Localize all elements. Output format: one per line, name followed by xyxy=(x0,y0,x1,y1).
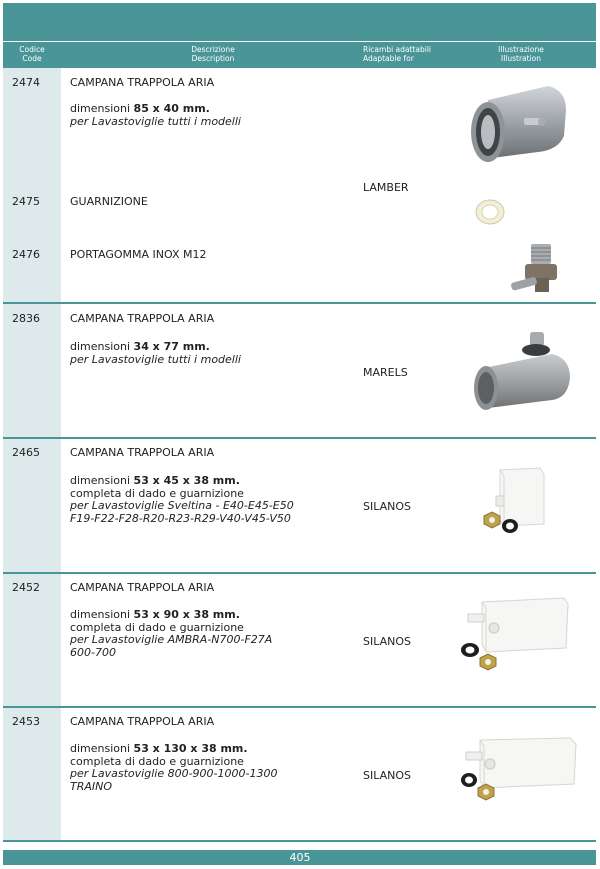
product-description: dimensioni 53 x 90 x 38 mm. completa di dado e guarnizione per Lavastoviglie AMBRA-N700-F27A 600-700 xyxy=(70,608,273,659)
adaptable-brand: LAMBER xyxy=(363,181,409,194)
product-code: 2452 xyxy=(12,581,40,594)
header-adaptable: Ricambi adattabili Adaptable for xyxy=(363,45,431,63)
product-title: PORTAGOMMA INOX M12 xyxy=(70,248,207,261)
adaptable-brand: SILANOS xyxy=(363,769,412,782)
air-trap-elbow-icon xyxy=(470,328,574,416)
adaptable-brand: SILANOS xyxy=(363,635,412,648)
header-code: Codice Code xyxy=(19,45,45,63)
air-trap-bell-grey-icon xyxy=(468,80,572,166)
product-description: dimensioni 53 x 130 x 38 mm. completa di dado e guarnizione per Lavastoviglie 800-900-1000-1300 TRAINO xyxy=(70,742,278,793)
section-divider xyxy=(3,706,596,708)
product-description: dimensioni 53 x 45 x 38 mm. completa di dado e guarnizione per Lavastoviglie Sveltina - E40-E45-E50 F19-F22-F28-R20-R23-R29-V40-V45-V50 xyxy=(70,474,294,525)
product-code: 2476 xyxy=(12,248,40,261)
adaptable-brand: MARELS xyxy=(363,366,408,379)
air-trap-box-small-icon xyxy=(478,464,558,540)
table-header xyxy=(3,42,596,68)
section-divider xyxy=(3,302,596,304)
product-description: dimensioni 85 x 40 mm. per Lavastoviglie tutti i modelli xyxy=(70,102,241,128)
product-code: 2465 xyxy=(12,446,40,459)
product-code: 2836 xyxy=(12,312,40,325)
section-divider xyxy=(3,840,596,842)
gasket-ring-icon xyxy=(474,198,506,226)
product-code: 2475 xyxy=(12,195,40,208)
section-divider xyxy=(3,572,596,574)
air-trap-box-long-icon xyxy=(458,734,582,806)
product-description: dimensioni 34 x 77 mm. per Lavastoviglie tutti i modelli xyxy=(70,340,241,366)
product-title: CAMPANA TRAPPOLA ARIA xyxy=(70,446,215,459)
product-title: CAMPANA TRAPPOLA ARIA xyxy=(70,76,215,89)
hose-fitting-icon xyxy=(507,240,569,298)
header-illustration: Illustrazione Illustration xyxy=(498,45,544,63)
air-trap-box-medium-icon xyxy=(458,592,574,672)
adaptable-brand: SILANOS xyxy=(363,500,412,513)
product-title: GUARNIZIONE xyxy=(70,195,148,208)
section-divider xyxy=(3,437,596,439)
product-title: CAMPANA TRAPPOLA ARIA xyxy=(70,715,215,728)
header-description: Descrizione Description xyxy=(191,45,235,63)
product-title: CAMPANA TRAPPOLA ARIA xyxy=(70,581,215,594)
product-code: 2453 xyxy=(12,715,40,728)
top-band xyxy=(3,3,596,41)
page-number: 405 xyxy=(289,851,311,864)
product-code: 2474 xyxy=(12,76,40,89)
product-title: CAMPANA TRAPPOLA ARIA xyxy=(70,312,215,325)
